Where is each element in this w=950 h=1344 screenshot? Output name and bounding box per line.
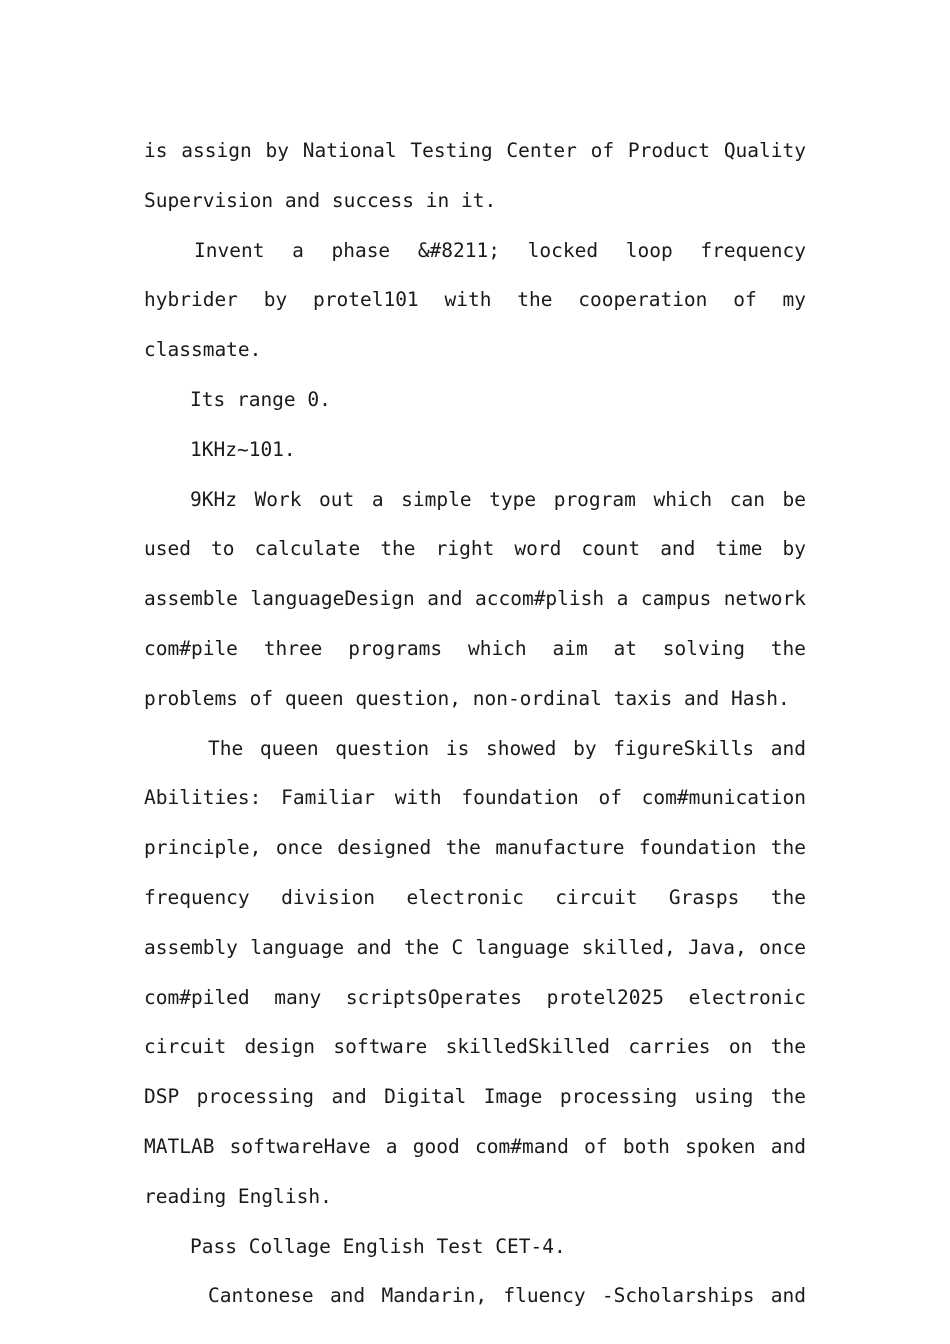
document-body (144, 126, 806, 1321)
paragraph-3: Its range 0. (190, 387, 331, 411)
paragraph-5: 9KHz Work out a simple type program which can be used to calculate the right word count and time by assemble languageDesign and accom#plish a campus network com#pile three programs which aim at solving the problems of queen question, non-ordinal taxis and Hash. (144, 487, 806, 710)
paragraph-1: is assign by National Testing Center of Product Quality Supervision and success in it. (144, 139, 806, 212)
paragraph-8: Cantonese and Mandarin, fluency -Scholarships and (208, 1284, 806, 1308)
paragraph-4: 1KHz~101. (190, 437, 296, 461)
paragraph-7: Pass Collage English Test CET-4. (190, 1234, 566, 1258)
paragraph-6: The queen question is showed by figureSkills and Abilities: Familiar with foundation of com#munication principle, once designed the manufacture foundation the frequency division electronic circuit Grasps the assembly language and the C language skilled, Java, once com#piled many scriptsOperates protel2025 electronic circuit design software skilledSkilled carries on the DSP processing and Digital Image processing using the MATLAB softwareHave a good com#mand of both spoken and reading English. (144, 736, 806, 1208)
paragraph-2: Invent a phase &#8211; locked loop frequency hybrider by protel101 with the cooperation of my classmate. (144, 238, 806, 362)
